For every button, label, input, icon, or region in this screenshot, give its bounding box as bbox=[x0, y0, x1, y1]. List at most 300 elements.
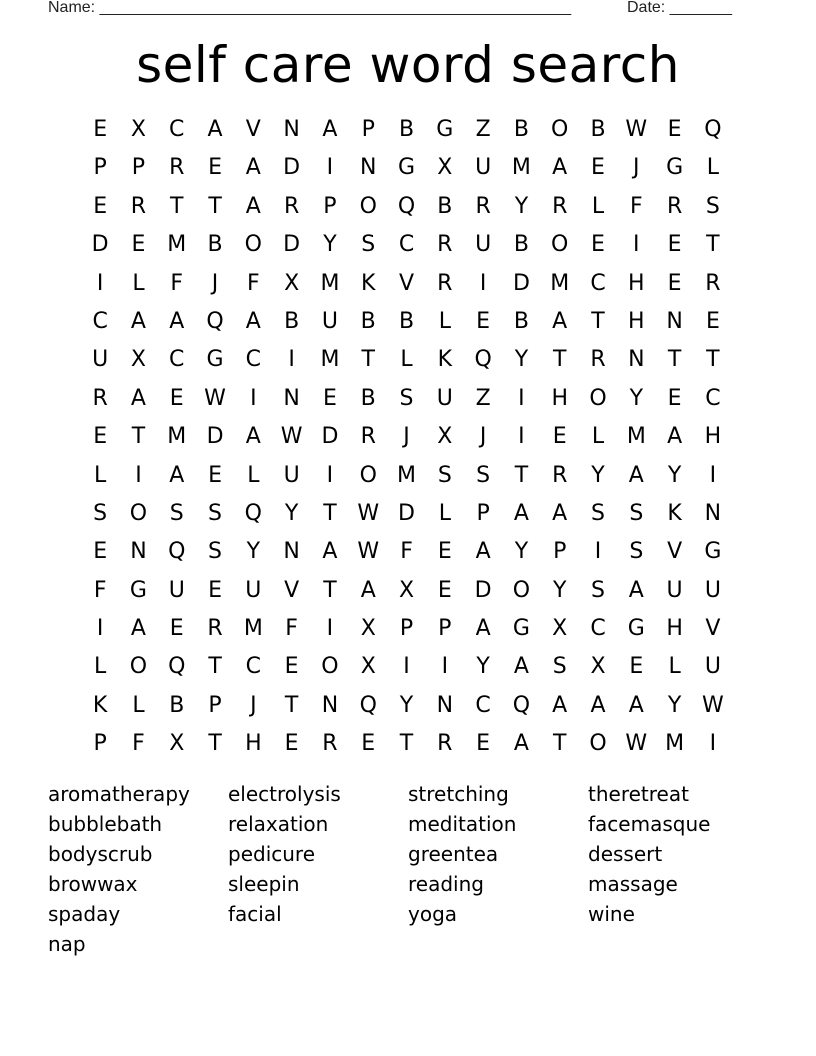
grid-letter: H bbox=[551, 385, 568, 411]
grid-letter: E bbox=[284, 731, 299, 757]
word-list-item: aromatherapy bbox=[48, 782, 190, 806]
grid-letter: Q bbox=[359, 692, 377, 718]
grid-letter: W bbox=[357, 539, 380, 565]
grid-letter: T bbox=[667, 347, 682, 373]
grid-letter: Y bbox=[514, 539, 529, 565]
grid-letter: N bbox=[321, 692, 339, 718]
grid-letter: W bbox=[625, 731, 648, 757]
grid-letter: S bbox=[208, 500, 223, 526]
grid-letter: S bbox=[93, 500, 108, 526]
grid-letter: R bbox=[437, 731, 453, 757]
grid-letter: Y bbox=[591, 462, 605, 488]
grid-letter: E bbox=[667, 270, 682, 296]
grid-letter: V bbox=[398, 270, 415, 296]
grid-letter: B bbox=[284, 308, 300, 334]
grid-letter: N bbox=[130, 539, 147, 565]
grid-letter: Q bbox=[168, 654, 186, 680]
grid-letter: R bbox=[130, 193, 147, 219]
grid-letter: A bbox=[245, 308, 261, 334]
grid-letter: U bbox=[666, 577, 683, 603]
grid-letter: W bbox=[204, 385, 226, 411]
grid-letter: G bbox=[512, 616, 530, 642]
grid-letter: Y bbox=[629, 385, 644, 411]
grid-letter: H bbox=[245, 731, 262, 757]
grid-letter: A bbox=[130, 308, 146, 334]
word-list-item: spaday bbox=[48, 902, 121, 926]
grid-letter: C bbox=[92, 308, 108, 334]
grid-letter: I bbox=[96, 616, 104, 642]
grid-letter: M bbox=[665, 731, 685, 757]
grid-letter: N bbox=[436, 692, 454, 718]
word-list-item: facial bbox=[228, 902, 282, 926]
grid-letter: E bbox=[591, 155, 605, 181]
grid-letter: A bbox=[475, 539, 491, 565]
grid-letter: G bbox=[704, 539, 722, 565]
word-list-item: relaxation bbox=[228, 812, 329, 836]
grid-letter: T bbox=[591, 308, 605, 334]
grid-letter: L bbox=[706, 155, 720, 181]
grid-letter: E bbox=[552, 424, 567, 450]
grid-letter: E bbox=[208, 462, 222, 488]
grid-letter: I bbox=[326, 155, 334, 181]
grid-letter: U bbox=[92, 347, 109, 373]
grid-letter: G bbox=[397, 155, 416, 181]
word-list-item: massage bbox=[588, 872, 678, 896]
grid-letter: Q bbox=[704, 117, 722, 142]
grid-letter: F bbox=[170, 270, 184, 296]
grid-letter: Q bbox=[397, 193, 416, 219]
grid-letter: D bbox=[283, 232, 301, 258]
grid-letter: F bbox=[247, 270, 260, 296]
grid-letter: L bbox=[591, 424, 605, 450]
grid-letter: E bbox=[476, 308, 491, 334]
grid-letter: E bbox=[591, 232, 605, 258]
word-list-item: dessert bbox=[588, 842, 663, 866]
grid-letter: X bbox=[590, 654, 606, 680]
grid-letter: A bbox=[130, 385, 146, 411]
grid-letter: T bbox=[552, 347, 567, 373]
grid-letter: L bbox=[438, 308, 451, 334]
grid-letter: V bbox=[245, 117, 261, 142]
grid-letter: I bbox=[441, 654, 449, 680]
grid-letter: V bbox=[284, 577, 300, 603]
grid-letter: E bbox=[208, 577, 222, 603]
grid-letter: U bbox=[704, 577, 721, 603]
grid-letter: Y bbox=[323, 232, 337, 258]
grid-letter: S bbox=[552, 654, 567, 680]
grid-letter: N bbox=[283, 117, 300, 142]
grid-letter: I bbox=[326, 462, 334, 488]
grid-letter: O bbox=[244, 232, 262, 258]
date-field-line: Date: _______ bbox=[627, 0, 732, 16]
grid-letter: Y bbox=[399, 692, 414, 718]
grid-letter: R bbox=[437, 232, 453, 258]
grid-letter: T bbox=[399, 731, 414, 757]
grid-letter: I bbox=[594, 539, 602, 565]
grid-letter: H bbox=[704, 424, 722, 450]
word-list-item: electrolysis bbox=[228, 782, 341, 806]
grid-letter: U bbox=[321, 308, 338, 334]
grid-letter: Z bbox=[475, 117, 491, 142]
grid-letter: M bbox=[626, 424, 646, 450]
grid-letter: I bbox=[479, 270, 487, 296]
grid-letter: E bbox=[476, 731, 491, 757]
grid-letter: W bbox=[702, 692, 724, 718]
grid-letter: A bbox=[628, 462, 644, 488]
grid-letter: Y bbox=[667, 692, 682, 718]
grid-letter: U bbox=[283, 462, 300, 488]
grid-letter: Y bbox=[514, 193, 529, 219]
word-list-item: wine bbox=[588, 902, 635, 926]
grid-letter: O bbox=[129, 500, 148, 526]
grid-letter: R bbox=[207, 616, 223, 642]
grid-letter: A bbox=[513, 731, 529, 757]
grid-letter: C bbox=[245, 654, 262, 680]
grid-letter: O bbox=[359, 462, 377, 488]
grid-letter: E bbox=[667, 117, 682, 142]
grid-letter: Y bbox=[246, 539, 261, 565]
grid-letter: S bbox=[208, 539, 223, 565]
page-title: self care word search bbox=[136, 36, 680, 94]
grid-letter: O bbox=[129, 654, 148, 680]
grid-letter: D bbox=[474, 577, 492, 603]
grid-letter: E bbox=[169, 616, 184, 642]
grid-letter: S bbox=[629, 539, 644, 565]
grid-letter: E bbox=[322, 385, 337, 411]
grid-letter: X bbox=[284, 270, 300, 296]
grid-letter: S bbox=[591, 577, 605, 603]
grid-letter: S bbox=[629, 500, 644, 526]
grid-letter: T bbox=[208, 731, 222, 757]
grid-letter: H bbox=[628, 308, 645, 334]
word-list-item: stretching bbox=[408, 782, 509, 806]
grid-letter: R bbox=[552, 462, 568, 488]
grid-letter: L bbox=[132, 270, 145, 296]
grid-letter: S bbox=[705, 193, 720, 219]
grid-letter: D bbox=[91, 232, 109, 258]
grid-letter: E bbox=[93, 539, 108, 565]
letter-grid bbox=[81, 111, 732, 764]
grid-letter: L bbox=[94, 654, 107, 680]
grid-letter: Y bbox=[284, 500, 299, 526]
grid-letter: E bbox=[93, 117, 108, 142]
grid-letter: K bbox=[361, 270, 376, 296]
grid-letter: R bbox=[169, 155, 185, 181]
grid-letter: I bbox=[633, 232, 640, 258]
grid-letter: E bbox=[93, 193, 108, 219]
grid-letter: R bbox=[437, 270, 453, 296]
grid-letter: C bbox=[169, 347, 185, 373]
grid-letter: C bbox=[169, 117, 185, 142]
grid-letter: U bbox=[475, 155, 492, 181]
grid-letter: Q bbox=[474, 347, 492, 373]
grid-letter: R bbox=[666, 193, 683, 219]
grid-letter: N bbox=[666, 308, 683, 334]
grid-letter: C bbox=[245, 347, 262, 373]
grid-letter: B bbox=[207, 232, 223, 258]
grid-letter: A bbox=[628, 577, 644, 603]
grid-letter: J bbox=[479, 424, 487, 450]
grid-letter: N bbox=[628, 347, 645, 373]
grid-letter: X bbox=[437, 155, 453, 181]
grid-letter: H bbox=[628, 270, 645, 296]
grid-letter: W bbox=[280, 424, 303, 450]
grid-letter: A bbox=[552, 500, 568, 526]
grid-letter: C bbox=[590, 616, 606, 642]
grid-letter: D bbox=[512, 270, 530, 296]
grid-letter: D bbox=[283, 155, 301, 181]
grid-letter: E bbox=[437, 539, 452, 565]
grid-letter: E bbox=[667, 232, 682, 258]
grid-letter: T bbox=[361, 347, 375, 373]
grid-letter: L bbox=[591, 193, 605, 219]
grid-letter: X bbox=[398, 577, 415, 603]
word-list-item: bubblebath bbox=[48, 812, 163, 836]
word-list-item: meditation bbox=[408, 812, 517, 836]
grid-letter: L bbox=[400, 347, 413, 373]
grid-letter: T bbox=[552, 731, 567, 757]
grid-letter: A bbox=[322, 539, 338, 565]
grid-letter: S bbox=[361, 232, 376, 258]
grid-letter: G bbox=[206, 347, 224, 373]
grid-letter: E bbox=[93, 424, 108, 450]
grid-letter: R bbox=[92, 385, 108, 411]
grid-letter: O bbox=[512, 577, 531, 603]
grid-letter: S bbox=[169, 500, 184, 526]
grid-letter: C bbox=[705, 385, 721, 411]
grid-letter: U bbox=[245, 577, 262, 603]
grid-letter: M bbox=[243, 616, 263, 642]
grid-letter: M bbox=[511, 155, 531, 181]
grid-letter: M bbox=[397, 462, 417, 488]
grid-letter: S bbox=[591, 500, 605, 526]
grid-letter: C bbox=[475, 692, 491, 718]
grid-letter: N bbox=[704, 500, 722, 526]
grid-letter: X bbox=[130, 347, 146, 373]
grid-letter: J bbox=[403, 424, 410, 450]
word-list-item: greentea bbox=[408, 842, 499, 866]
grid-letter: E bbox=[169, 385, 184, 411]
grid-letter: I bbox=[518, 424, 525, 450]
word-list-item: facemasque bbox=[588, 812, 711, 836]
grid-letter: M bbox=[320, 347, 340, 373]
grid-letter: X bbox=[130, 117, 146, 142]
grid-letter: N bbox=[283, 539, 300, 565]
word-list-item: nap bbox=[48, 932, 86, 956]
name-field-line: Name: _____________________________________________________ bbox=[48, 0, 572, 16]
grid-letter: A bbox=[475, 616, 491, 642]
grid-letter: O bbox=[551, 117, 569, 142]
grid-letter: G bbox=[129, 577, 147, 603]
grid-letter: Q bbox=[512, 692, 531, 718]
grid-letter: T bbox=[131, 424, 146, 450]
grid-letter: L bbox=[438, 500, 451, 526]
grid-letter: N bbox=[359, 155, 377, 181]
grid-letter: X bbox=[169, 731, 185, 757]
grid-letter: P bbox=[131, 155, 146, 181]
grid-letter: A bbox=[628, 692, 644, 718]
grid-letter: I bbox=[288, 347, 295, 373]
grid-letter: A bbox=[130, 616, 146, 642]
grid-letter: P bbox=[399, 616, 414, 642]
grid-letter: N bbox=[283, 385, 300, 411]
grid-letter: B bbox=[437, 193, 453, 219]
grid-letter: B bbox=[513, 232, 529, 258]
grid-letter: Q bbox=[168, 539, 186, 565]
word-list-item: pedicure bbox=[228, 842, 316, 866]
grid-letter: P bbox=[476, 500, 490, 526]
grid-letter: B bbox=[398, 308, 415, 334]
grid-letter: L bbox=[247, 462, 260, 488]
grid-letter: P bbox=[323, 193, 337, 219]
grid-letter: L bbox=[132, 692, 145, 718]
grid-letter: I bbox=[326, 616, 334, 642]
grid-letter: A bbox=[667, 424, 683, 450]
grid-letter: T bbox=[170, 193, 184, 219]
grid-letter: G bbox=[436, 117, 454, 142]
grid-letter: Q bbox=[244, 500, 262, 526]
grid-letter: A bbox=[245, 155, 261, 181]
grid-letter: M bbox=[167, 232, 187, 258]
grid-letter: O bbox=[551, 232, 569, 258]
word-list-item: reading bbox=[408, 872, 484, 896]
grid-letter: S bbox=[476, 462, 491, 488]
grid-letter: W bbox=[357, 500, 380, 526]
grid-letter: F bbox=[93, 577, 107, 603]
grid-letter: O bbox=[589, 731, 607, 757]
grid-letter: U bbox=[436, 385, 453, 411]
grid-letter: H bbox=[666, 616, 683, 642]
grid-letter: O bbox=[589, 385, 607, 411]
grid-letter: D bbox=[398, 500, 415, 526]
grid-letter: T bbox=[208, 654, 222, 680]
grid-letter: F bbox=[285, 616, 298, 642]
grid-letter: E bbox=[208, 155, 222, 181]
grid-letter: L bbox=[668, 654, 681, 680]
grid-letter: C bbox=[590, 270, 606, 296]
grid-letter: T bbox=[208, 193, 222, 219]
grid-letter: A bbox=[590, 692, 606, 718]
grid-letter: R bbox=[322, 731, 338, 757]
grid-letter: U bbox=[704, 654, 721, 680]
grid-letter: V bbox=[705, 616, 721, 642]
grid-letter: B bbox=[513, 308, 529, 334]
grid-letter: U bbox=[475, 232, 492, 258]
grid-letter: E bbox=[284, 654, 299, 680]
grid-letter: M bbox=[550, 270, 570, 296]
grid-letter: O bbox=[359, 193, 377, 219]
grid-letter: E bbox=[361, 731, 376, 757]
grid-letter: A bbox=[322, 117, 338, 142]
grid-letter: A bbox=[513, 500, 529, 526]
grid-letter: E bbox=[437, 577, 452, 603]
grid-letter: T bbox=[323, 577, 337, 603]
grid-letter: G bbox=[666, 155, 684, 181]
grid-letter: I bbox=[250, 385, 257, 411]
grid-letter: A bbox=[169, 308, 185, 334]
grid-letter: Y bbox=[514, 347, 529, 373]
grid-letter: I bbox=[709, 462, 717, 488]
grid-letter: I bbox=[135, 462, 142, 488]
grid-letter: R bbox=[360, 424, 376, 450]
grid-letter: E bbox=[629, 654, 644, 680]
grid-letter: A bbox=[169, 462, 185, 488]
grid-letter: A bbox=[552, 155, 568, 181]
grid-letter: P bbox=[438, 616, 452, 642]
grid-letter: E bbox=[131, 232, 146, 258]
grid-letter: Z bbox=[475, 385, 491, 411]
grid-letter: T bbox=[284, 692, 299, 718]
grid-letter: A bbox=[360, 577, 376, 603]
grid-letter: A bbox=[552, 308, 568, 334]
grid-letter: J bbox=[633, 155, 640, 181]
grid-letter: V bbox=[667, 539, 683, 565]
grid-letter: B bbox=[513, 117, 529, 142]
word-list-item: sleepin bbox=[228, 872, 300, 896]
word-list-item: bodyscrub bbox=[48, 842, 153, 866]
grid-letter: S bbox=[399, 385, 414, 411]
grid-letter: X bbox=[360, 616, 376, 642]
grid-letter: K bbox=[437, 347, 453, 373]
grid-letter: Y bbox=[667, 462, 682, 488]
grid-letter: K bbox=[667, 500, 682, 526]
grid-letter: B bbox=[360, 308, 376, 334]
grid-letter: A bbox=[552, 692, 568, 718]
grid-letter: P bbox=[93, 155, 107, 181]
word-list-item: yoga bbox=[408, 902, 458, 926]
grid-letter: C bbox=[398, 232, 415, 258]
grid-letter: G bbox=[627, 616, 645, 642]
grid-letter: Y bbox=[476, 654, 490, 680]
grid-letter: I bbox=[96, 270, 104, 296]
grid-letter: X bbox=[360, 654, 376, 680]
grid-letter: R bbox=[705, 270, 721, 296]
grid-letter: F bbox=[132, 731, 145, 757]
grid-letter: D bbox=[321, 424, 339, 450]
grid-letter: R bbox=[475, 193, 491, 219]
grid-letter: D bbox=[206, 424, 224, 450]
grid-letter: E bbox=[667, 385, 682, 411]
grid-letter: A bbox=[207, 117, 223, 142]
grid-letter: A bbox=[513, 654, 529, 680]
grid-letter: S bbox=[437, 462, 452, 488]
grid-letter: I bbox=[709, 731, 717, 757]
grid-letter: I bbox=[518, 385, 525, 411]
grid-letter: A bbox=[245, 424, 261, 450]
grid-letter: U bbox=[168, 577, 185, 603]
grid-letter: J bbox=[211, 270, 219, 296]
grid-letter: Y bbox=[552, 577, 567, 603]
grid-letter: M bbox=[320, 270, 340, 296]
word-list-item: browwax bbox=[48, 872, 138, 896]
grid-letter: P bbox=[553, 539, 567, 565]
grid-letter: T bbox=[323, 500, 337, 526]
grid-letter: W bbox=[625, 117, 648, 142]
grid-letter: X bbox=[437, 424, 453, 450]
grid-letter: P bbox=[361, 117, 375, 142]
grid-letter: P bbox=[93, 731, 107, 757]
grid-letter: F bbox=[400, 539, 413, 565]
grid-letter: T bbox=[706, 232, 720, 258]
grid-letter: B bbox=[360, 385, 376, 411]
grid-letter: X bbox=[552, 616, 568, 642]
grid-letter: P bbox=[208, 692, 222, 718]
word-list-item: theretreat bbox=[588, 782, 689, 806]
grid-letter: B bbox=[169, 692, 185, 718]
grid-letter: R bbox=[590, 347, 606, 373]
grid-letter: O bbox=[321, 654, 339, 680]
grid-letter: R bbox=[283, 193, 300, 219]
